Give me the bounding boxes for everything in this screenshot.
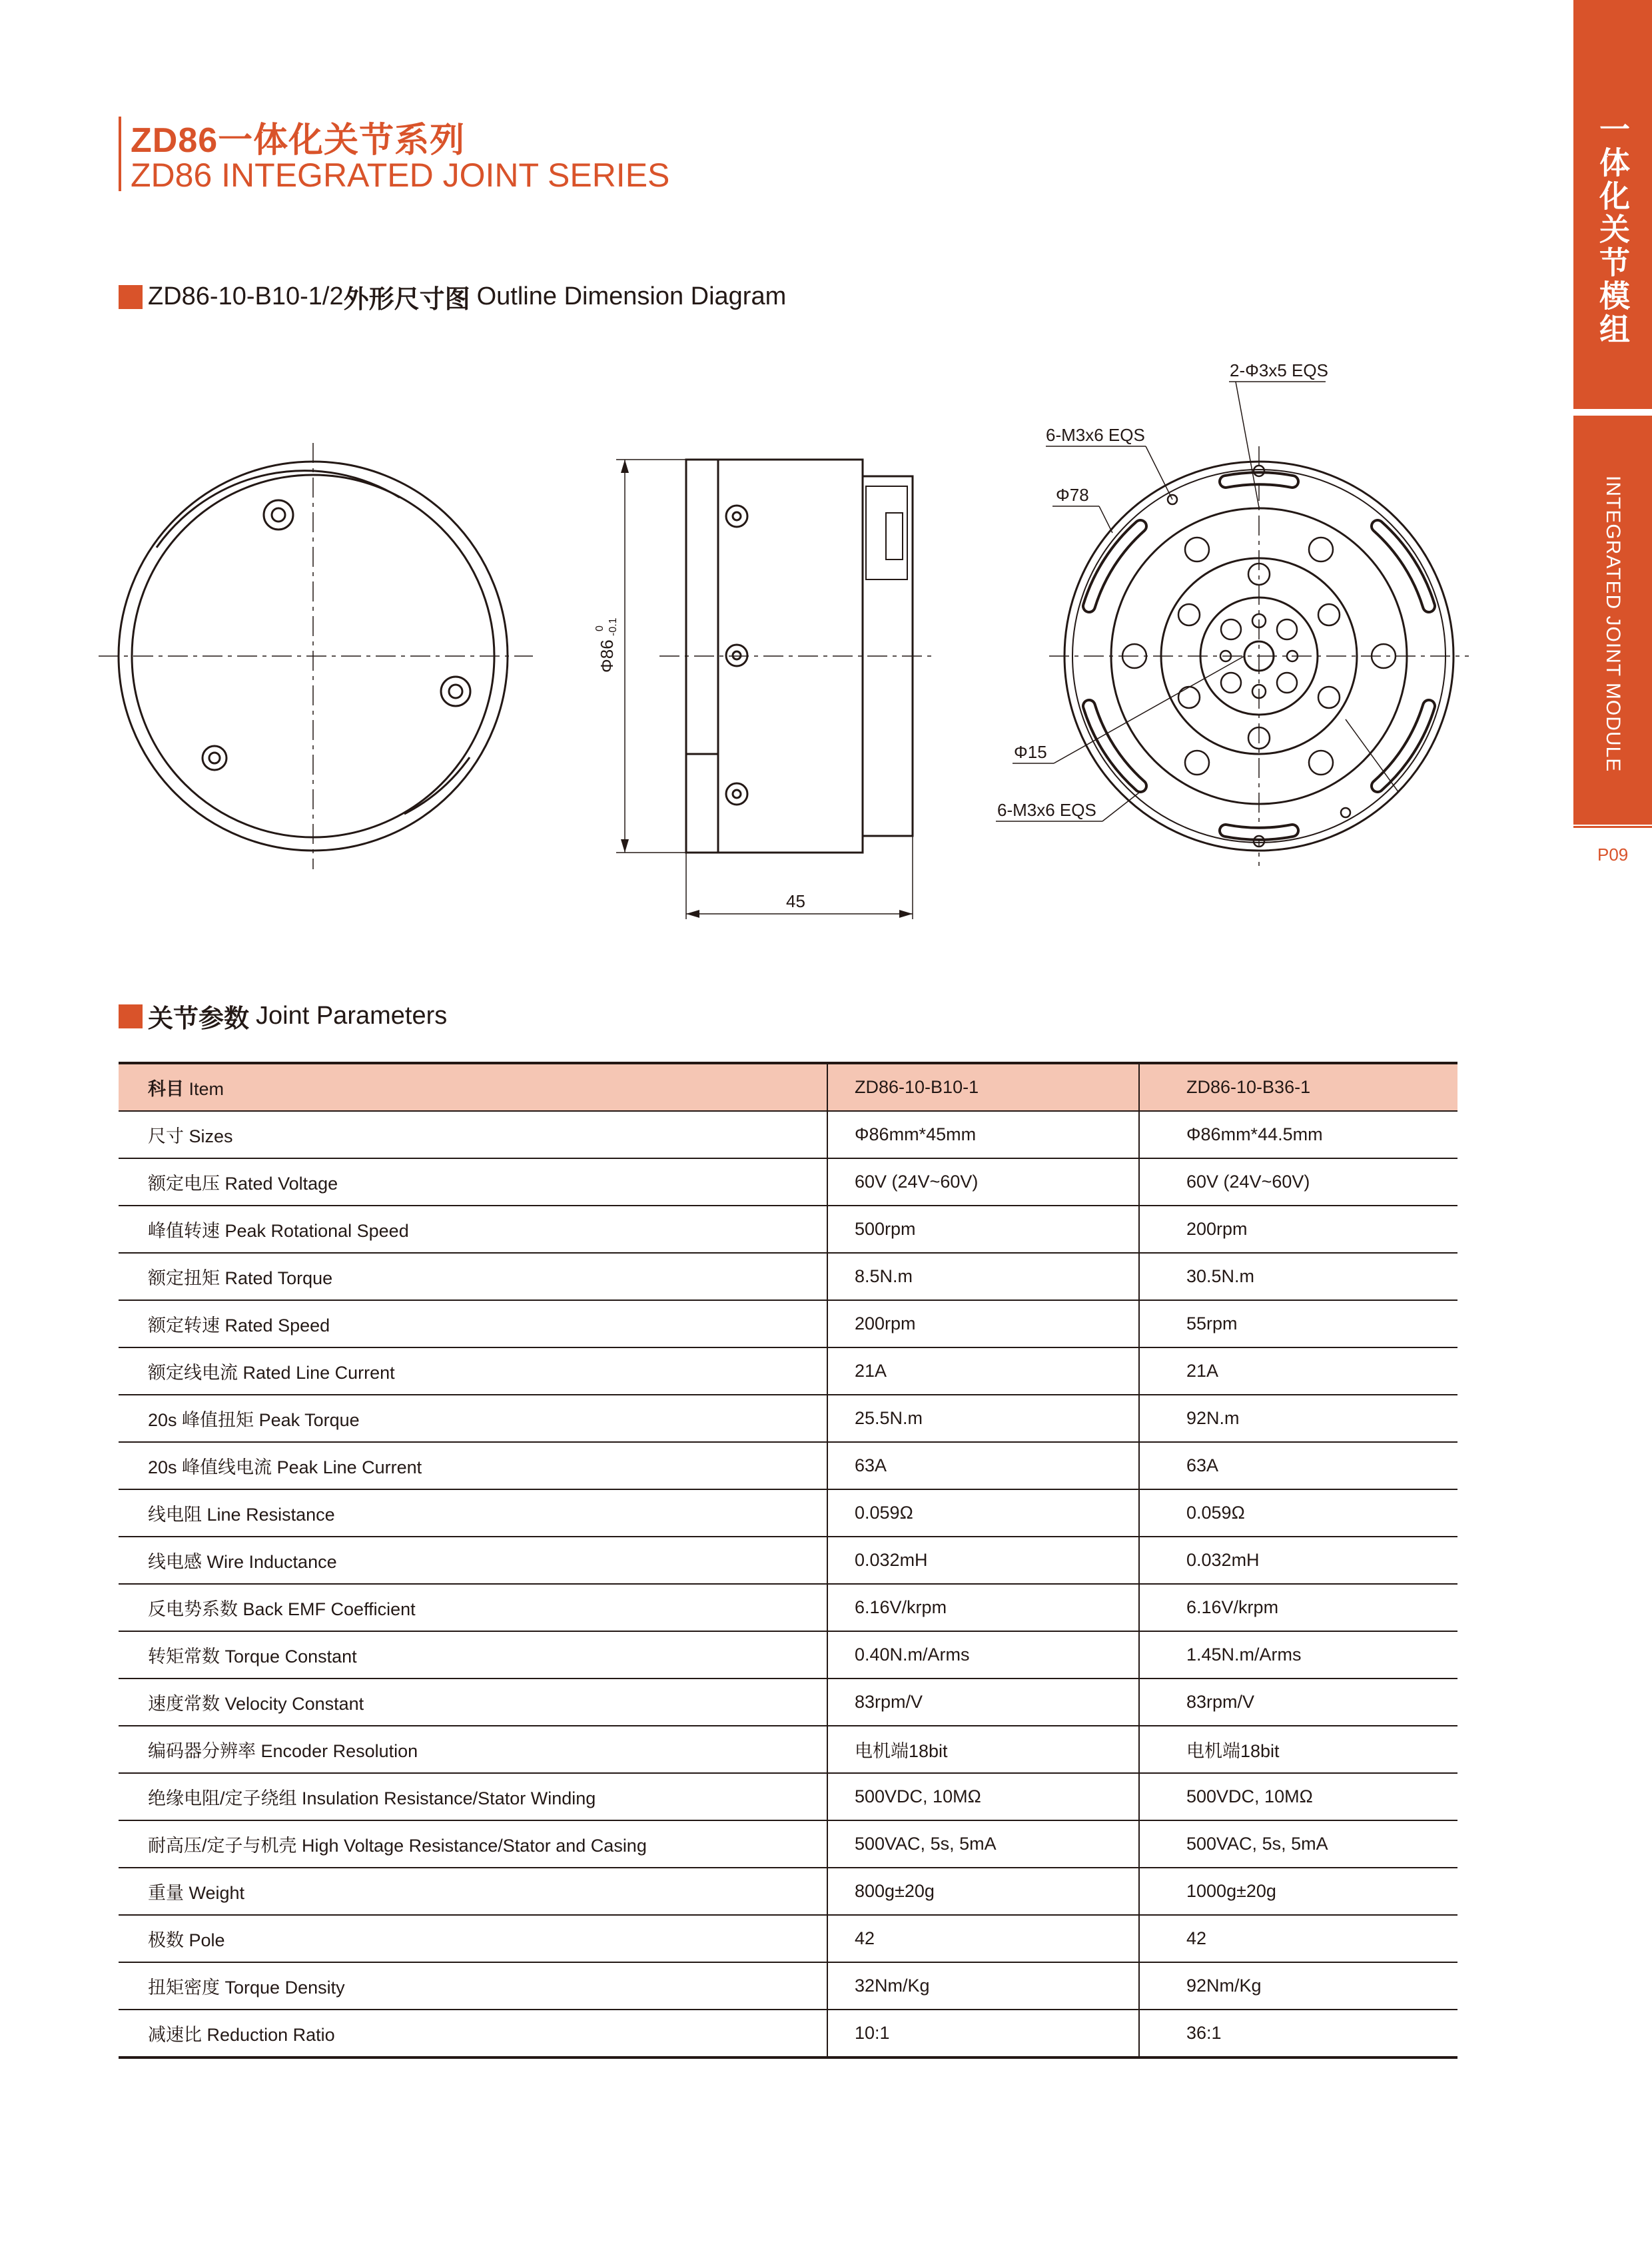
page-number: P09 (1597, 845, 1629, 865)
front-view (99, 443, 533, 869)
table-row (119, 1347, 1457, 1395)
table-row (119, 1915, 1457, 1962)
param-name: 额定转速 Rated Speed (119, 1300, 827, 1347)
param-value-a: 500rpm (827, 1206, 1139, 1253)
param-value-a: 10:1 (827, 2010, 1139, 2057)
param-value-b: 92N.m (1139, 1395, 1457, 1442)
param-value-b: 1.45N.m/Arms (1139, 1631, 1457, 1679)
param-name: 编码器分辨率 Encoder Resolution (119, 1726, 827, 1773)
param-name: 速度常数 Velocity Constant (119, 1679, 827, 1726)
param-value-a: 电机端18bit (827, 1726, 1139, 1773)
param-value-a: 6.16V/krpm (827, 1584, 1139, 1631)
diameter-label: Φ86 (597, 639, 617, 673)
header-model-a: ZD86-10-B10-1 (827, 1063, 1139, 1111)
param-name: 20s 峰值扭矩 Peak Torque (119, 1395, 827, 1442)
table-row (119, 1726, 1457, 1773)
table-row (119, 1253, 1457, 1300)
param-value-b: 1000g±20g (1139, 1868, 1457, 1915)
section-square-icon (119, 1004, 143, 1028)
outline-dimension-drawing (0, 333, 1532, 946)
table-row (119, 1489, 1457, 1537)
length-label: 45 (786, 891, 805, 911)
param-value-b: 500VAC, 5s, 5mA (1139, 1820, 1457, 1868)
tolerance-upper: 0 (594, 625, 606, 631)
side-tab-cn (1573, 0, 1652, 409)
table-row (119, 1962, 1457, 2010)
page-title-cn: ZD86一体化关节系列 (131, 121, 466, 160)
param-name: 20s 峰值线电流 Peak Line Current (119, 1442, 827, 1489)
param-name: 峰值转速 Peak Rotational Speed (119, 1206, 827, 1253)
table-row (119, 1679, 1457, 1726)
side-tab-en-text: INTEGRATED JOINT MODULE (1602, 476, 1624, 773)
param-value-b: 60V (24V~60V) (1139, 1158, 1457, 1206)
param-value-a: 500VAC, 5s, 5mA (827, 1820, 1139, 1868)
table-row (119, 1206, 1457, 1253)
param-value-a: 0.032mH (827, 1537, 1139, 1584)
table-row (119, 1300, 1457, 1347)
param-value-b: 电机端18bit (1139, 1726, 1457, 1773)
anno-m3-bottom: 6-M3x6 EQS (997, 800, 1096, 820)
param-value-a: 8.5N.m (827, 1253, 1139, 1300)
tolerance-lower: -0.1 (608, 617, 619, 636)
param-name: 绝缘电阻/定子绕组 Insulation Resistance/Stator Winding (119, 1773, 827, 1820)
table-row (119, 1158, 1457, 1206)
param-value-a: 21A (827, 1347, 1139, 1395)
joint-parameters-table (119, 1062, 1457, 2059)
param-name: 线电感 Wire Inductance (119, 1537, 827, 1584)
param-value-b: Φ86mm*44.5mm (1139, 1111, 1457, 1158)
param-value-b: 92Nm/Kg (1139, 1962, 1457, 2010)
param-name: 额定电压 Rated Voltage (119, 1158, 827, 1206)
param-name: 线电阻 Line Resistance (119, 1489, 827, 1537)
param-value-a: 63A (827, 1442, 1139, 1489)
param-name: 扭矩密度 Torque Density (119, 1962, 827, 2010)
param-name: 转矩常数 Torque Constant (119, 1631, 827, 1679)
param-value-b: 0.059Ω (1139, 1489, 1457, 1537)
param-value-b: 42 (1139, 1915, 1457, 1962)
param-name: 重量 Weight (119, 1868, 827, 1915)
anno-phi15: Φ15 (1014, 742, 1047, 762)
param-value-a: 800g±20g (827, 1868, 1139, 1915)
param-value-a: 500VDC, 10MΩ (827, 1773, 1139, 1820)
param-name: 额定线电流 Rated Line Current (119, 1347, 827, 1395)
param-value-b: 0.032mH (1139, 1537, 1457, 1584)
section-outline-heading (119, 278, 786, 315)
table-row (119, 1395, 1457, 1442)
side-tab-en (1573, 416, 1652, 825)
rear-view (996, 382, 1469, 866)
anno-phi3: 2-Φ3x5 EQS (1230, 360, 1328, 380)
outline-en: Outline Dimension Diagram (476, 282, 787, 310)
param-value-a: 83rpm/V (827, 1679, 1139, 1726)
param-value-a: Φ86mm*45mm (827, 1111, 1139, 1158)
param-value-b: 63A (1139, 1442, 1457, 1489)
table-row (119, 1868, 1457, 1915)
table-row (119, 1631, 1457, 1679)
param-value-b: 500VDC, 10MΩ (1139, 1773, 1457, 1820)
param-name: 尺寸 Sizes (119, 1111, 827, 1158)
table-row (119, 1773, 1457, 1820)
param-value-a: 42 (827, 1915, 1139, 1962)
param-value-a: 0.40N.m/Arms (827, 1631, 1139, 1679)
table-row (119, 2010, 1457, 2057)
params-en: Joint Parameters (256, 1002, 448, 1030)
param-name: 反电势系数 Back EMF Coefficient (119, 1584, 827, 1631)
header-item: 科目 Item (119, 1063, 827, 1111)
header-model-b: ZD86-10-B36-1 (1139, 1063, 1457, 1111)
side-tab-cn-text: 一体化关节模组 (1595, 113, 1630, 346)
param-name: 减速比 Reduction Ratio (119, 2010, 827, 2057)
param-value-a: 0.059Ω (827, 1489, 1139, 1537)
side-divider (1573, 826, 1652, 828)
param-value-b: 30.5N.m (1139, 1253, 1457, 1300)
table-row (119, 1537, 1457, 1584)
param-value-b: 36:1 (1139, 2010, 1457, 2057)
outline-prefix: ZD86-10-B10-1/2 (148, 282, 344, 310)
params-cn: 关节参数 (148, 1005, 250, 1033)
table-row (119, 1442, 1457, 1489)
anno-m3-top: 6-M3x6 EQS (1046, 425, 1145, 445)
param-value-b: 55rpm (1139, 1300, 1457, 1347)
param-value-a: 32Nm/Kg (827, 1962, 1139, 2010)
table-row (119, 1111, 1457, 1158)
page-title-en: ZD86 INTEGRATED JOINT SERIES (131, 157, 670, 194)
anno-phi78: Φ78 (1056, 485, 1089, 505)
title-accent-bar (119, 117, 121, 191)
section-params-heading (119, 998, 447, 1034)
section-square-icon (119, 285, 143, 309)
table-row (119, 1584, 1457, 1631)
side-view (616, 460, 936, 919)
param-value-b: 21A (1139, 1347, 1457, 1395)
param-value-a: 60V (24V~60V) (827, 1158, 1139, 1206)
param-value-a: 200rpm (827, 1300, 1139, 1347)
param-value-b: 83rpm/V (1139, 1679, 1457, 1726)
param-value-a: 25.5N.m (827, 1395, 1139, 1442)
param-name: 耐高压/定子与机壳 High Voltage Resistance/Stator and Casing (119, 1820, 827, 1868)
param-name: 极数 Pole (119, 1915, 827, 1962)
param-value-b: 6.16V/krpm (1139, 1584, 1457, 1631)
table-row (119, 1820, 1457, 1868)
table-header-row (119, 1063, 1457, 1111)
param-value-b: 200rpm (1139, 1206, 1457, 1253)
outline-cn: 外形尺寸图 (343, 286, 470, 314)
param-name: 额定扭矩 Rated Torque (119, 1253, 827, 1300)
